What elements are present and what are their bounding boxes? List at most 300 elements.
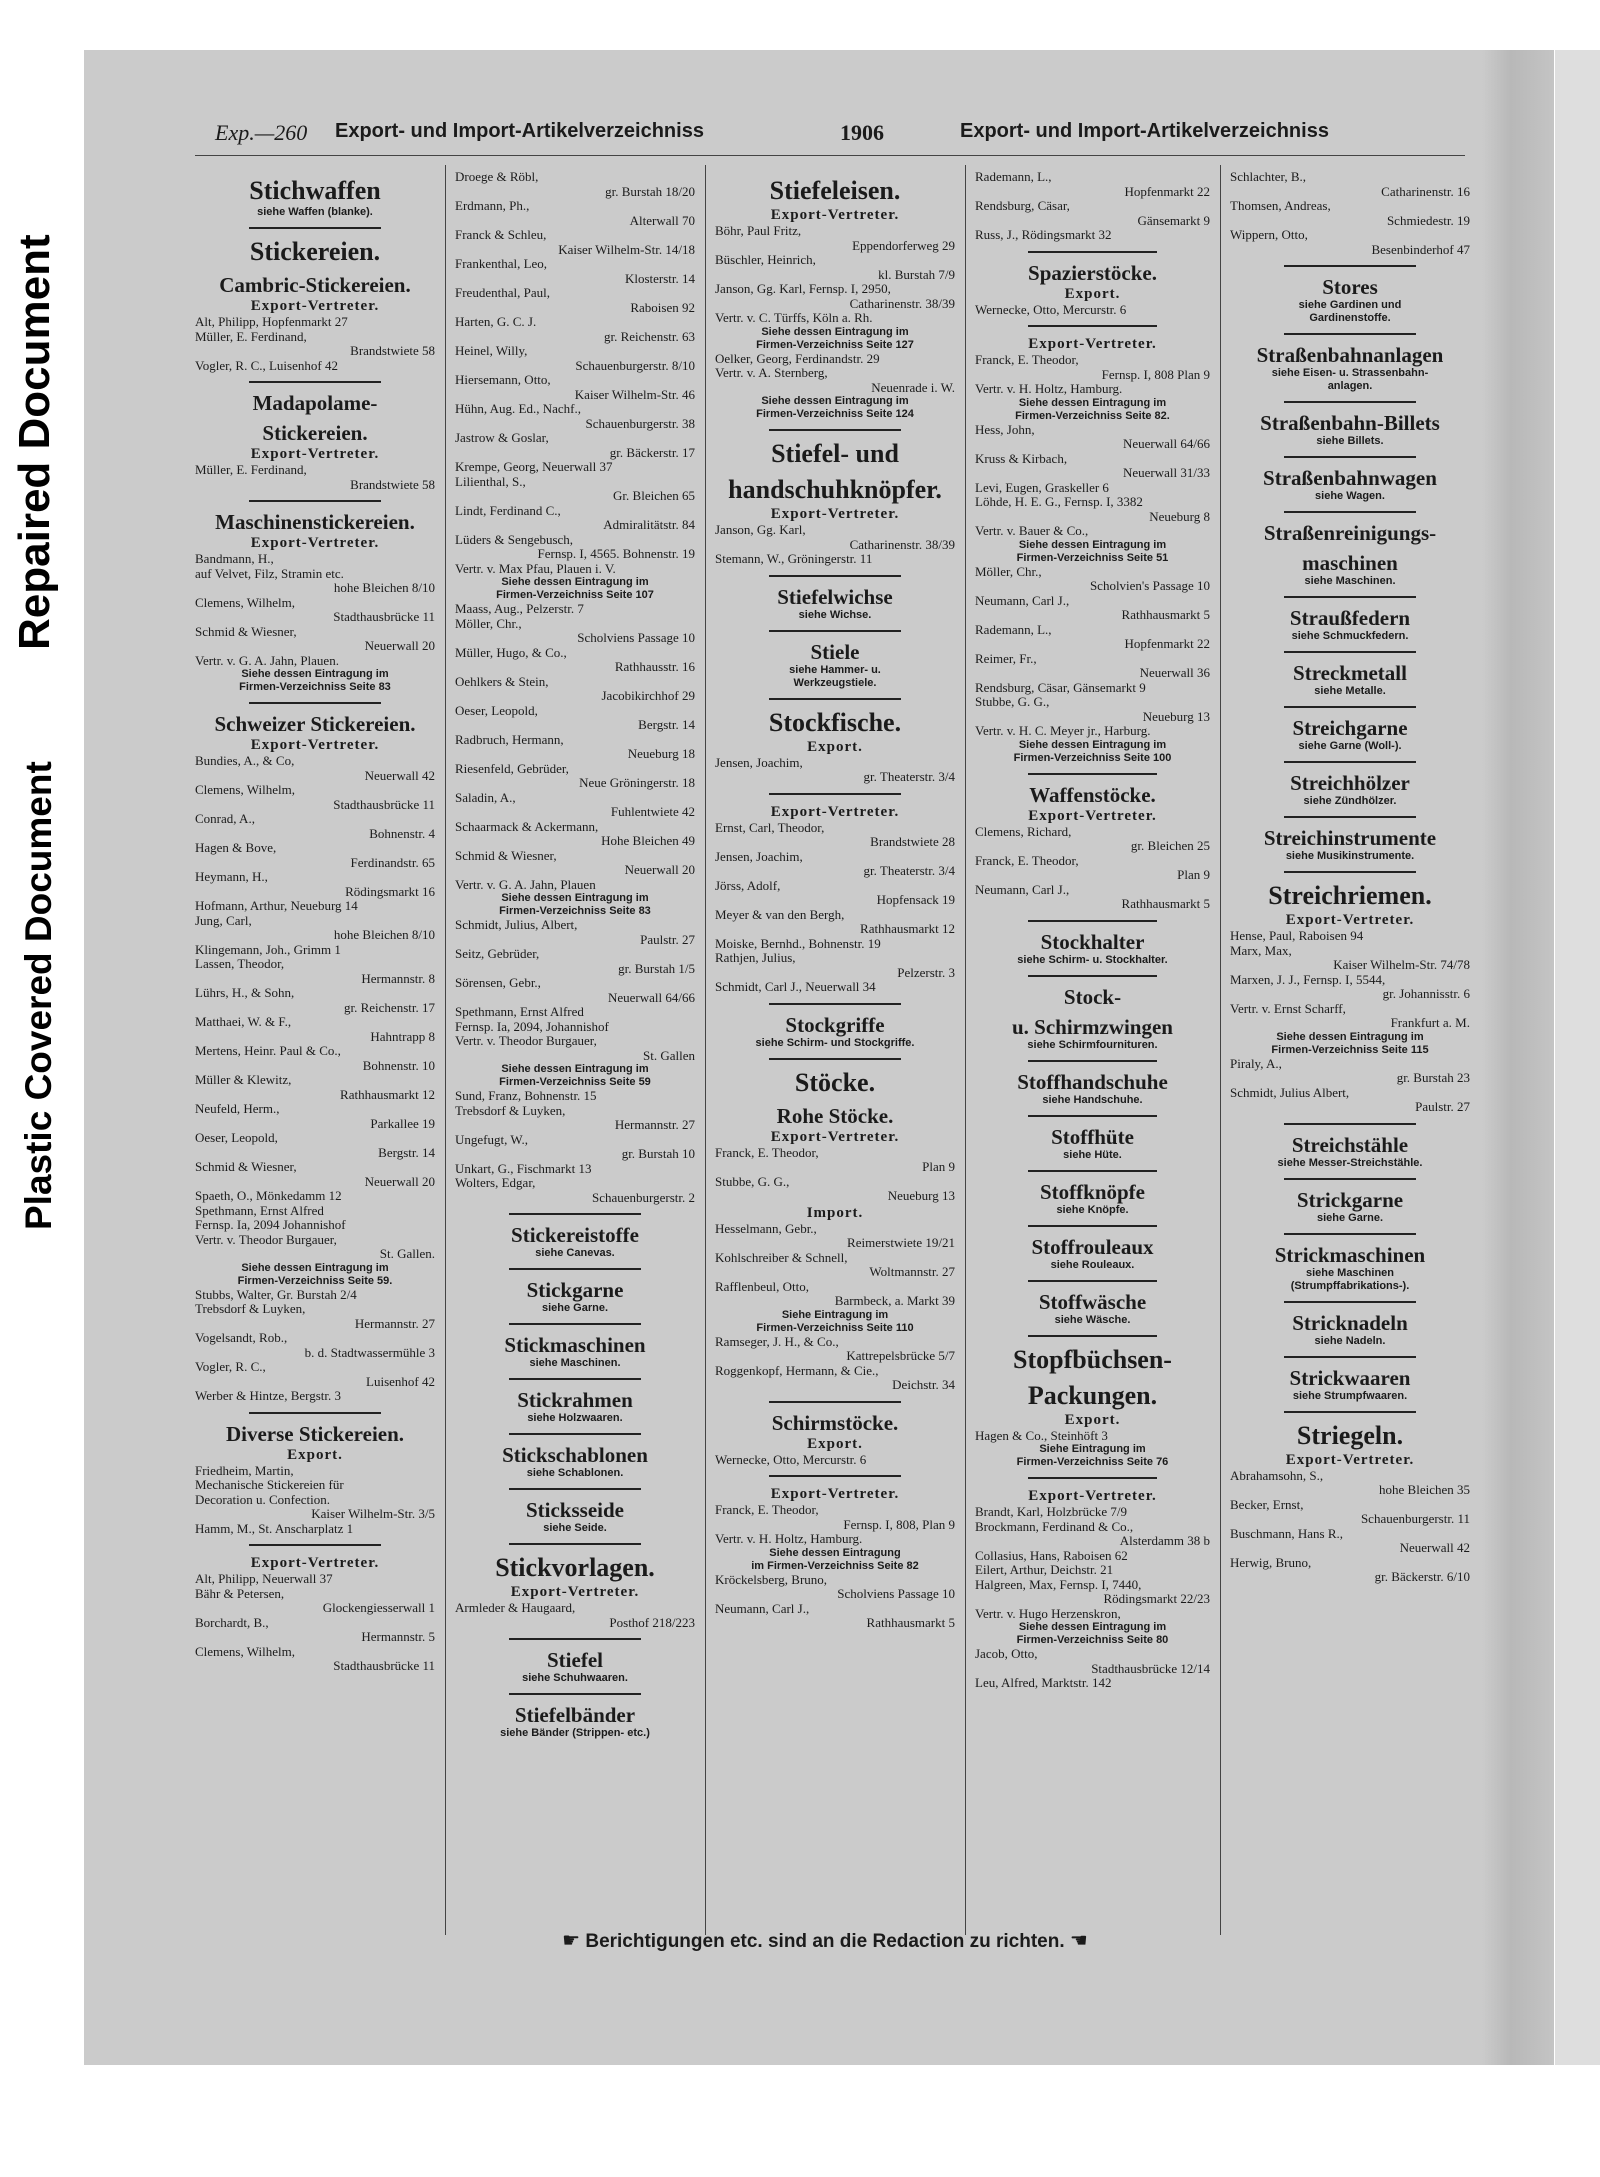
entry-address: Neuerwall 42 <box>364 767 435 783</box>
cross-reference: Gardinenstoffe. <box>1309 312 1391 324</box>
entry-address: Schmiedestr. 19 <box>1386 212 1470 228</box>
section-subheading: Export. <box>1064 1411 1121 1428</box>
entry-address: Neuerwall 20 <box>364 638 435 653</box>
cross-reference: (Strumpffabrikations-). <box>1290 1279 1410 1292</box>
entry-address: Bohnenstr. 4 <box>369 825 435 841</box>
section-rule <box>1028 1225 1157 1227</box>
directory-entry: Clemens, Wilhelm, <box>195 594 295 610</box>
directory-entry: Schlachter, B., <box>1230 170 1307 184</box>
directory-entry: Roggenkopf, Hermann, & Cie., <box>715 1362 879 1378</box>
column-divider <box>705 165 706 1935</box>
directory-entry: Friedheim, Martin, <box>195 1462 294 1478</box>
cross-reference: Siehe dessen Eintragung im <box>1018 538 1167 551</box>
directory-entry: Riesenfeld, Gebrüder, <box>455 760 569 776</box>
section-rule <box>1028 975 1157 977</box>
cross-reference: Siehe dessen Eintragung im <box>1018 738 1167 751</box>
repaired-document-label: Repaired Document <box>10 234 59 650</box>
entry-address: Alterwall 70 <box>629 212 695 228</box>
directory-entry: Jung, Carl, <box>195 912 252 928</box>
entry-address: Scholviens Passage 10 <box>837 1586 955 1601</box>
directory-entry: Vertr. v. A. Sternberg, <box>715 365 828 380</box>
entry-address: Jacobikirchhof 29 <box>601 688 695 703</box>
directory-entry: Armleder & Haugaard, <box>455 1600 576 1615</box>
directory-entry: Vertr. v. Ernst Scharff, <box>1230 1000 1346 1016</box>
cross-reference: siehe Knöpfe. <box>1056 1203 1129 1216</box>
category-heading: Streichhölzer <box>1290 771 1410 795</box>
section-rule <box>249 702 381 704</box>
cross-reference: Siehe dessen Eintragung im <box>761 325 909 338</box>
category-heading: Streichinstrumente <box>1263 826 1437 850</box>
cross-reference: siehe Wäsche. <box>1054 1313 1131 1326</box>
entry-address: Deichstr. 34 <box>892 1377 955 1392</box>
directory-entry: Vertr. v. G. A. Jahn, Plauen <box>455 876 596 892</box>
category-heading: Sticksseide <box>525 1498 624 1522</box>
cross-reference: im Firmen-Verzeichniss Seite 82 <box>751 1559 919 1572</box>
directory-entry: Spethmann, Ernst Alfred <box>455 1004 584 1019</box>
directory-entry: Becker, Ernst, <box>1230 1496 1304 1512</box>
directory-entry: Hess, John, <box>975 421 1035 437</box>
category-heading: Stockgriffe <box>785 1012 885 1037</box>
category-heading: Straßenreinigungs- <box>1263 521 1437 545</box>
entry-address: Fernsp. I, 808, Plan 9 <box>843 1516 955 1532</box>
cross-reference: Werkzeugstiele. <box>793 676 877 689</box>
directory-entry: Franck, E. Theodor, <box>975 852 1079 868</box>
section-rule <box>1284 1356 1416 1358</box>
cross-reference: Firmen-Verzeichniss Seite 115 <box>1271 1043 1429 1056</box>
entry-address: Hopfenmarkt 22 <box>1124 636 1210 651</box>
category-heading: Stickereien. <box>249 237 381 266</box>
entry-address: Frankfurt a. M. <box>1390 1015 1470 1030</box>
directory-entry: Brandt, Karl, Holzbrücke 7/9 <box>975 1504 1127 1519</box>
category-heading: Stoffhandschuhe <box>1017 1069 1168 1094</box>
directory-entry: Bähr & Petersen, <box>195 1585 285 1601</box>
section-rule <box>769 429 901 431</box>
directory-entry: Schmid & Wiesner, <box>455 847 557 863</box>
directory-entry: Sörensen, Gebr., <box>455 975 541 990</box>
cross-reference: Firmen-Verzeichniss Seite 51 <box>1016 551 1169 564</box>
directory-entry: Rendsburg, Cäsar, <box>975 198 1070 213</box>
cross-reference: Siehe dessen Eintragung im <box>501 576 649 588</box>
directory-entry: Möller, Chr., <box>975 563 1042 579</box>
directory-entry: Schmidt, Julius, Albert, <box>455 917 578 932</box>
section-rule <box>1028 773 1157 775</box>
section-rule <box>509 1268 641 1270</box>
section-subheading: Export-Vertreter. <box>1028 1488 1157 1504</box>
entry-address: Neueburg 8 <box>1149 508 1210 524</box>
page-number: Exp.—260 <box>215 120 308 145</box>
directory-column-3 <box>715 170 955 1920</box>
section-subheading: Export-Vertreter. <box>1028 807 1157 824</box>
cross-reference: Firmen-Verzeichniss Seite 76 <box>1016 1456 1169 1468</box>
category-heading: Stiefel <box>547 1648 603 1672</box>
directory-entry: Stubbe, G. G., <box>715 1173 790 1189</box>
cross-reference: Siehe dessen Eintragung im <box>761 395 909 407</box>
cross-reference: siehe Schirmfournituren. <box>1027 1038 1158 1051</box>
cross-reference: Siehe dessen Eintragung im <box>501 1063 649 1075</box>
entry-address: Brandstwiete 58 <box>350 476 435 492</box>
cross-reference: Siehe dessen Eintragung im <box>241 668 389 680</box>
directory-page <box>175 115 1475 1975</box>
cross-reference: Siehe dessen Eintragung im <box>241 1261 389 1274</box>
entry-address: hohe Bleichen 35 <box>1379 1482 1470 1497</box>
entry-address: Stadthausbrücke 12/14 <box>1091 1660 1210 1676</box>
section-rule <box>1284 1123 1416 1125</box>
category-heading: Stockfische. <box>768 707 902 737</box>
directory-entry: Neumann, Carl J., <box>715 1600 810 1616</box>
entry-address: Neuerwall 36 <box>1139 665 1210 680</box>
directory-entry: Trebsdorf & Luyken, <box>455 1102 566 1118</box>
section-rule <box>1028 1477 1157 1479</box>
directory-entry: Mechanische Stickereien für <box>195 1477 344 1492</box>
category-heading: Spazierstöcke. <box>1028 260 1157 285</box>
category-heading: Stickmaschinen <box>504 1333 646 1357</box>
category-heading: Stiele <box>810 639 860 664</box>
directory-entry: Schmidt, Carl J., Neuerwall 34 <box>715 979 876 994</box>
entry-address: Neueburg 18 <box>627 746 695 761</box>
entry-address: gr. Bäckerstr. 17 <box>609 444 695 460</box>
entry-address: Schauenburgerstr. 38 <box>585 415 695 431</box>
section-rule <box>1284 816 1416 818</box>
entry-address: Neue Gröningerstr. 18 <box>579 775 695 790</box>
directory-entry: Schmid & Wiesner, <box>195 1159 297 1174</box>
category-heading: Straßenbahnwagen <box>1263 466 1437 490</box>
entry-address: Hahntrapp 8 <box>370 1028 435 1044</box>
category-heading: Diverse Stickereien. <box>225 1421 405 1446</box>
entry-address: Schauenburgerstr. 11 <box>1360 1511 1470 1526</box>
entry-address: b. d. Stadtwassermühle 3 <box>304 1344 435 1360</box>
column-divider <box>965 165 966 1935</box>
cross-reference: siehe Seide. <box>543 1522 607 1534</box>
section-rule <box>1284 511 1416 513</box>
section-subheading: Export-Vertreter. <box>250 446 380 462</box>
directory-entry: Müller, E. Ferdinand, <box>195 462 307 477</box>
entry-address: Catharinenstr. 38/39 <box>849 536 955 552</box>
section-subheading: Export. <box>1064 285 1121 302</box>
category-heading: Stickereistoffe <box>511 1223 639 1247</box>
category-heading: Stockhalter <box>1040 929 1145 954</box>
category-heading: Stoffrouleaux <box>1031 1234 1154 1259</box>
cross-reference: siehe Holzwaaren. <box>527 1412 623 1424</box>
section-rule <box>769 630 901 632</box>
entry-address: Hermannstr. 5 <box>361 1629 435 1644</box>
directory-entry: Möller, Chr., <box>455 615 522 631</box>
directory-entry: Fernsp. Ia, 2094 Johannishof <box>195 1217 346 1232</box>
entry-address: gr. Theaterstr. 3/4 <box>863 863 955 878</box>
directory-entry: Vertr. v. H. Holtz, Hamburg. <box>715 1531 863 1546</box>
cross-reference: siehe Hammer- u. <box>789 663 881 676</box>
category-heading: Stichwaffen <box>249 176 381 205</box>
directory-entry: Meyer & van den Bergh, <box>715 906 845 922</box>
entry-address: Posthof 218/223 <box>609 1614 695 1630</box>
category-heading: Striegeln. <box>1296 1420 1404 1450</box>
cross-reference: Siehe dessen Eintragung im <box>501 892 649 904</box>
cross-reference: Firmen-Verzeichniss Seite 127 <box>756 338 914 351</box>
directory-entry: Freudenthal, Paul, <box>455 285 550 300</box>
entry-address: Kaiser Wilhelm-Str. 46 <box>574 386 695 402</box>
directory-entry: Wernecke, Otto, Mercurstr. 6 <box>715 1451 867 1467</box>
section-rule <box>769 698 901 700</box>
entry-address: gr. Reichenstr. 63 <box>604 328 695 344</box>
cross-reference: anlagen. <box>1327 380 1373 392</box>
directory-entry: Bundies, A., & Co, <box>195 753 295 768</box>
category-heading: Stiefelwichse <box>777 584 893 609</box>
cross-reference: Firmen-Verzeichniss Seite 83 <box>499 905 651 917</box>
cross-reference: siehe Messer-Streichstähle. <box>1277 1156 1423 1169</box>
directory-entry: Böhr, Paul Fritz, <box>715 223 802 238</box>
directory-entry: Lührs, H., & Sohn, <box>195 985 295 1000</box>
directory-entry: Lindt, Ferdinand C., <box>455 502 561 518</box>
section-rule <box>1028 1170 1157 1172</box>
section-rule <box>769 575 901 577</box>
entry-address: Neuerwall 20 <box>364 1173 435 1189</box>
directory-entry: Herwig, Bruno, <box>1230 1554 1312 1570</box>
section-rule <box>1284 596 1416 598</box>
cross-reference: siehe Rouleaux. <box>1050 1258 1135 1271</box>
section-rule <box>1284 1233 1416 1235</box>
entry-address: Raboisen 92 <box>630 299 695 315</box>
section-rule <box>1284 1178 1416 1180</box>
plastic-covered-document-label: Plastic Covered Document <box>18 761 59 1230</box>
directory-entry: Radbruch, Hermann, <box>455 731 564 747</box>
directory-entry: Collasius, Hans, Raboisen 62 <box>975 1547 1128 1563</box>
category-heading: Stoffknöpfe <box>1039 1179 1145 1204</box>
category-heading: Strickgarne <box>1296 1187 1404 1212</box>
section-rule <box>769 1475 901 1477</box>
category-heading: Streichriemen. <box>1268 881 1432 910</box>
directory-entry: Lilienthal, S., <box>455 473 526 489</box>
cross-reference: siehe Wagen. <box>1315 490 1385 502</box>
directory-entry: Sund, Franz, Bohnenstr. 15 <box>455 1088 597 1103</box>
directory-entry: Franck, E. Theodor, <box>715 1144 819 1160</box>
section-subheading: Export-Vertreter. <box>770 506 900 522</box>
entry-address: Plan 9 <box>1177 867 1210 882</box>
cross-reference: Siehe Eintragung im <box>781 1308 889 1321</box>
section-rule <box>249 500 381 502</box>
directory-entry: Neumann, Carl J., <box>975 881 1070 897</box>
category-heading: Stoffhüte <box>1051 1124 1134 1149</box>
directory-entry: Vertr. v. Max Pfau, Plauen i. V. <box>455 560 616 576</box>
section-subheading: Export-Vertreter. <box>250 737 380 753</box>
page-header <box>215 120 1495 160</box>
category-heading: Cambric-Stickereien. <box>219 273 411 297</box>
directory-entry: Oelker, Georg, Ferdinandstr. 29 <box>715 350 880 366</box>
entry-address: Luisenhof 42 <box>366 1373 435 1389</box>
directory-entry: Oeser, Leopold, <box>455 702 538 718</box>
section-rule <box>1028 1115 1157 1117</box>
entry-address: Brandstwiete 28 <box>870 834 955 849</box>
section-rule <box>1284 761 1416 763</box>
section-rule <box>1028 325 1157 327</box>
directory-entry: Jensen, Joachim, <box>715 754 803 770</box>
section-rule <box>1284 871 1416 873</box>
header-rule <box>195 155 1465 156</box>
entry-address: Rathhausmarkt 5 <box>1121 896 1210 911</box>
cross-reference: siehe Schuhwaaren. <box>522 1672 628 1684</box>
section-subheading: Export-Vertreter. <box>770 1486 900 1502</box>
directory-entry: Janson, Gg. Karl, Fernsp. I, 2950, <box>715 281 891 296</box>
category-heading: Packungen. <box>1027 1380 1158 1410</box>
entry-address: Neuenrade i. W. <box>871 379 955 395</box>
section-subheading: Export-Vertreter. <box>1285 912 1415 928</box>
entry-address: Rathhausstr. 16 <box>614 659 695 674</box>
section-subheading: Export-Vertreter. <box>770 803 900 820</box>
entry-address: Neueburg 13 <box>1142 708 1210 724</box>
cross-reference: Siehe dessen Eintragung im <box>1276 1030 1424 1043</box>
category-heading: Madapolame- <box>252 391 378 415</box>
entry-address: Woltmannstr. 27 <box>869 1264 955 1279</box>
entry-address: gr. Burstah 10 <box>621 1146 695 1161</box>
entry-address: Stadthausbrücke 11 <box>333 1658 435 1673</box>
entry-address: Rathhausmarkt 5 <box>1121 607 1210 622</box>
entry-address: Catharinenstr. 16 <box>1381 183 1470 199</box>
directory-entry: Franck, E. Theodor, <box>975 352 1079 367</box>
pointing-hand-right-icon: ☚ <box>1069 1930 1088 1952</box>
entry-address: gr. Burstah 1/5 <box>618 960 695 976</box>
directory-entry: Alt, Philipp, Hopfenmarkt 27 <box>195 314 348 329</box>
directory-entry: Hofmann, Arthur, Neueburg 14 <box>195 898 358 913</box>
cross-reference: siehe Schirm- u. Stockhalter. <box>1017 953 1168 966</box>
section-rule <box>1284 265 1416 267</box>
directory-entry: Vogler, R. C., Luisenhof 42 <box>195 357 338 373</box>
directory-entry: Vertr. v. H. Holtz, Hamburg. <box>975 381 1123 396</box>
directory-entry: Vertr. v. Theodor Burgauer, <box>195 1231 337 1247</box>
entry-address: Fuhlentwiete 42 <box>610 804 695 819</box>
directory-entry: Reimer, Fr., <box>975 650 1037 666</box>
category-heading: Waffenstöcke. <box>1029 782 1156 807</box>
directory-entry: Clemens, Wilhelm, <box>195 782 295 797</box>
cross-reference: Firmen-Verzeichniss Seite 83 <box>239 681 391 693</box>
cross-reference: siehe Zündhölzer. <box>1303 795 1397 807</box>
entry-address: Klosterstr. 14 <box>624 270 695 286</box>
cross-reference: siehe Eisen- u. Strassenbahn- <box>1271 367 1429 379</box>
entry-address: kl. Burstah 7/9 <box>878 266 955 282</box>
directory-entry: auf Velvet, Filz, Stramin etc. <box>195 565 344 581</box>
category-heading: Streichstähle <box>1291 1132 1409 1157</box>
section-rule <box>769 793 901 795</box>
entry-address: gr. Bäckerstr. 6/10 <box>1374 1569 1470 1584</box>
directory-entry: Fernsp. Ia, 2094, Johannishof <box>455 1018 609 1034</box>
entry-address: Neuerwall 64/66 <box>607 989 695 1005</box>
section-rule <box>1284 706 1416 708</box>
section-rule <box>1028 1060 1157 1062</box>
directory-entry: Eilert, Arthur, Deichstr. 21 <box>975 1562 1114 1577</box>
cross-reference: Firmen-Verzeichniss Seite 100 <box>1013 751 1172 764</box>
header-title-right: Export- und Import-Artikelverzeichniss <box>960 120 1329 142</box>
section-subheading: Export-Vertreter. <box>250 298 380 314</box>
directory-entry: Spethmann, Ernst Alfred <box>195 1202 324 1218</box>
category-heading: u. Schirmzwingen <box>1011 1014 1173 1039</box>
directory-entry: Trebsdorf & Luyken, <box>195 1301 306 1316</box>
directory-entry: Hense, Paul, Raboisen 94 <box>1230 928 1364 943</box>
cross-reference: siehe Maschinen <box>1305 1266 1395 1279</box>
entry-address: Plan 9 <box>922 1159 955 1174</box>
cross-reference: siehe Handschuhe. <box>1042 1093 1143 1106</box>
directory-entry: Matthaei, W. & F., <box>195 1014 292 1029</box>
pointing-hand-left-icon: ☛ <box>562 1930 581 1952</box>
cross-reference: Firmen-Verzeichniss Seite 124 <box>756 408 914 420</box>
category-heading: Stores <box>1322 275 1378 299</box>
entry-address: Gänsemarkt 9 <box>1137 212 1210 228</box>
entry-address: Fernsp. I, 808 Plan 9 <box>1101 366 1210 382</box>
directory-entry: Vertr. v. G. A. Jahn, Plauen. <box>195 652 339 668</box>
directory-column-4 <box>975 170 1210 1920</box>
directory-entry: Maass, Aug., Pelzerstr. 7 <box>455 601 584 616</box>
cross-reference: siehe Billets. <box>1316 435 1384 447</box>
entry-address: Schauenburgerstr. 8/10 <box>575 357 695 373</box>
directory-entry: Moiske, Bernhd., Bohnenstr. 19 <box>715 935 881 951</box>
entry-address: hohe Bleichen 8/10 <box>333 580 435 595</box>
entry-address: Hermannstr. 27 <box>354 1315 435 1331</box>
directory-column-2 <box>455 170 695 1920</box>
entry-address: Ferdinandstr. 65 <box>350 854 435 870</box>
entry-address: Paulstr. 27 <box>640 931 695 947</box>
directory-entry: Levi, Eugen, Graskeller 6 <box>975 479 1109 495</box>
section-subheading: Export-Vertreter. <box>250 1555 380 1571</box>
section-rule <box>1284 651 1416 653</box>
directory-entry: Droege & Röbl, <box>455 170 539 184</box>
directory-entry: Vogelsandt, Rob., <box>195 1330 288 1345</box>
section-rule <box>769 1003 901 1005</box>
entry-address: Scholvien's Passage 10 <box>1089 578 1210 593</box>
directory-entry: Buschmann, Hans R., <box>1230 1525 1344 1541</box>
entry-address: Hopfenmarkt 22 <box>1124 183 1210 199</box>
entry-address: Neuerwall 20 <box>624 862 695 877</box>
cross-reference: Firmen-Verzeichniss Seite 80 <box>1016 1634 1169 1646</box>
directory-entry: Clemens, Richard, <box>975 823 1072 839</box>
section-subheading: Export-Vertreter. <box>250 535 380 551</box>
side-label-panel <box>0 0 80 2177</box>
directory-entry: Müller, E. Ferdinand, <box>195 328 307 344</box>
directory-entry: Saladin, A., <box>455 789 516 805</box>
cross-reference: siehe Bänder (Strippen- etc.) <box>500 1727 650 1739</box>
section-rule <box>1284 1411 1416 1413</box>
cross-reference: Siehe dessen Eintragung im <box>1018 1621 1167 1633</box>
entry-address: Stadthausbrücke 11 <box>333 796 435 812</box>
directory-entry: Krempe, Georg, Neuerwall 37 <box>455 459 613 474</box>
directory-entry: Neumann, Carl J., <box>975 592 1070 608</box>
category-heading: Stöcke. <box>794 1067 876 1097</box>
cross-reference: siehe Garne. <box>1316 1211 1384 1224</box>
section-rule <box>769 1058 901 1060</box>
directory-entry: Vertr. v. Theodor Burgauer, <box>455 1033 597 1048</box>
directory-entry: Hamm, M., St. Anscharplatz 1 <box>195 1520 354 1536</box>
directory-entry: Schmid & Wiesner, <box>195 623 297 639</box>
directory-entry: Kohlschreiber & Schnell, <box>715 1249 848 1265</box>
cross-reference: siehe Garne (Woll-). <box>1298 740 1402 752</box>
directory-entry: Lassen, Theodor, <box>195 956 285 971</box>
directory-entry: Marx, Max, <box>1230 942 1292 958</box>
directory-entry: Brockmann, Ferdinand & Co., <box>975 1518 1134 1534</box>
entry-address: St. Gallen <box>643 1047 695 1063</box>
entry-address: Paulstr. 27 <box>1415 1099 1470 1114</box>
category-heading: Stiefel- und <box>771 439 899 468</box>
cross-reference: siehe Schirm- und Stockgriffe. <box>755 1036 915 1049</box>
entry-address: Neuerwall 42 <box>1399 1540 1470 1555</box>
cross-reference: siehe Metalle. <box>1314 685 1386 697</box>
directory-entry: Marxen, J. J., Fernsp. I, 5544, <box>1230 971 1386 987</box>
directory-entry: Schaarmack & Ackermann, <box>455 818 599 834</box>
section-rule <box>1028 1280 1157 1282</box>
cross-reference: siehe Garne. <box>541 1302 609 1314</box>
entry-address: Alsterdamm 38 b <box>1119 1533 1210 1548</box>
directory-entry: Halgreen, Max, Fernsp. I, 7440, <box>975 1576 1142 1592</box>
entry-address: Rathhausmarkt 5 <box>866 1615 955 1630</box>
entry-address: Fernsp. I, 4565. Bohnenstr. 19 <box>537 546 695 561</box>
entry-address: gr. Johannisstr. 6 <box>1382 986 1470 1001</box>
directory-entry: Unkart, G., Fischmarkt 13 <box>455 1160 592 1176</box>
category-heading: Streckmetall <box>1293 661 1407 685</box>
directory-entry: Rademann, L., <box>975 621 1052 637</box>
